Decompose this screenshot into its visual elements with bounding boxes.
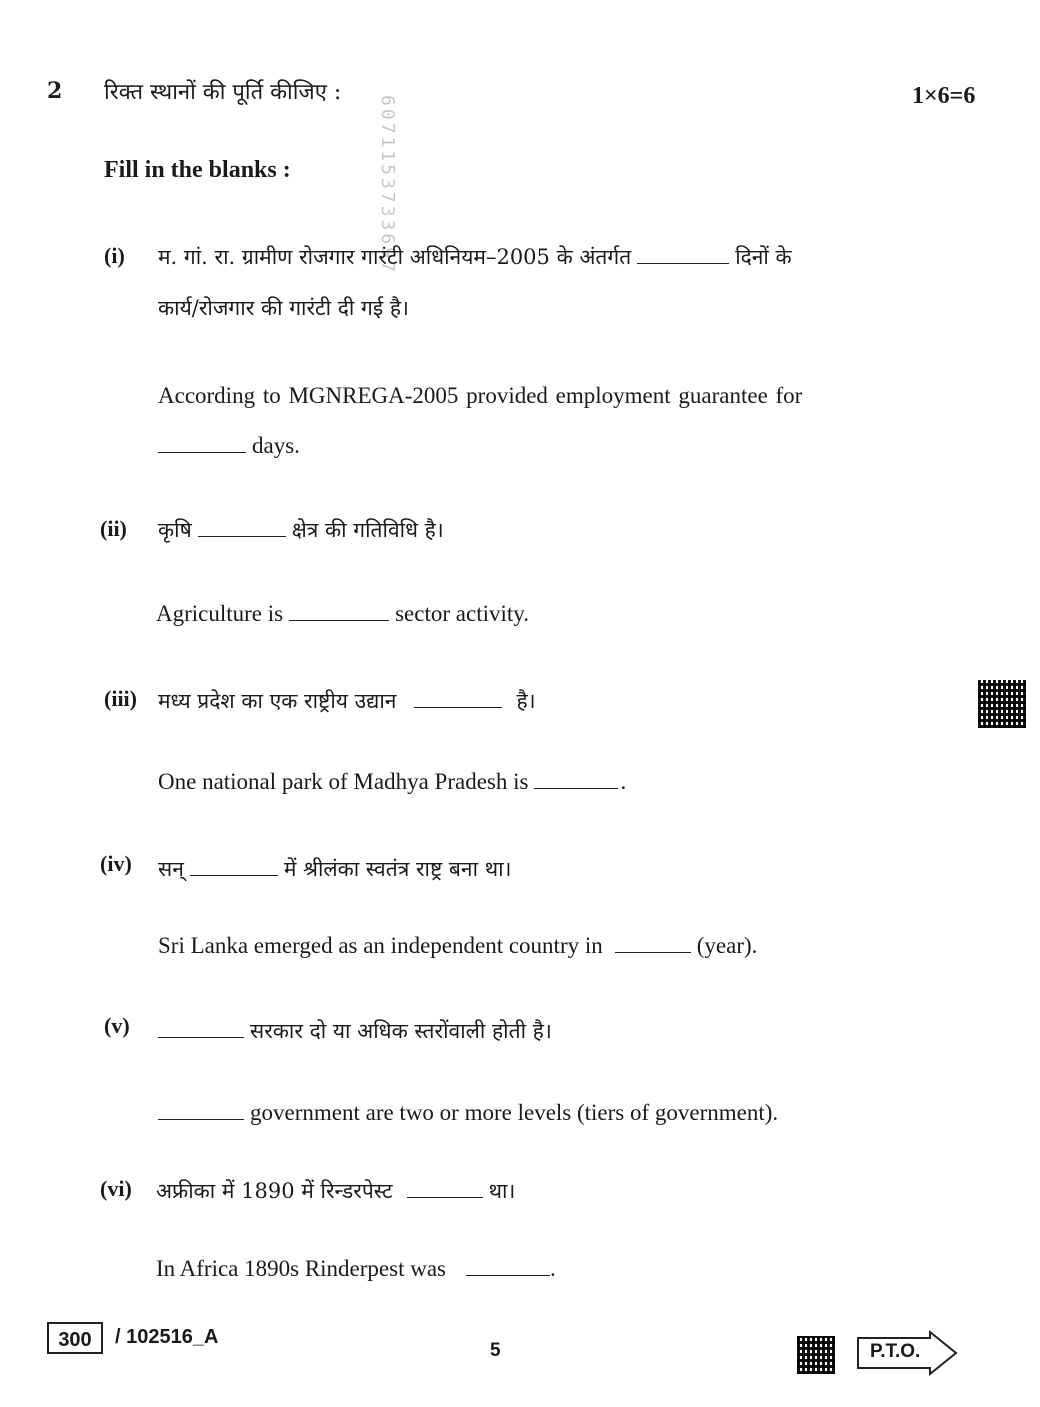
item-hindi-line — [158, 1017, 552, 1045]
english-text: days. — [252, 433, 300, 458]
hindi-text: म. गां. रा. ग्रामीण रोजगार गारंटी अधिनियम–2005 के अंतर्गत — [158, 245, 632, 269]
pto-label: P.T.O. — [870, 1341, 921, 1362]
qr-code-icon — [978, 680, 1026, 728]
item-english-line — [158, 1100, 778, 1126]
english-text: (year). — [696, 933, 758, 958]
english-text: . — [550, 1256, 556, 1281]
item-number: (i) — [104, 243, 125, 268]
english-text: government are two or more levels (tiers of government). — [250, 1100, 779, 1125]
marks: 1×6=6 — [912, 83, 976, 109]
english-text: Sri Lanka emerged as an independent country in — [158, 933, 603, 958]
pto-arrow — [856, 1330, 960, 1376]
item-english-line — [158, 933, 757, 959]
page-number: 5 — [490, 1340, 501, 1361]
watermark: 6071153733697 — [377, 95, 398, 275]
item-number: (iii) — [104, 686, 137, 711]
blank — [158, 1118, 244, 1120]
blank — [466, 1274, 550, 1276]
hindi-text: दिनों के — [735, 245, 792, 269]
english-text: Agriculture is — [156, 601, 284, 626]
blank — [289, 619, 389, 621]
item-hindi-line — [158, 855, 512, 883]
hindi-text: सरकार दो या अधिक स्तरोंवाली होती है। — [250, 1019, 552, 1043]
hindi-text: कार्य/रोजगार की गारंटी दी गई है। — [158, 296, 409, 320]
hindi-text: में श्रीलंका स्वतंत्र राष्ट्र बना था। — [283, 857, 512, 881]
item-hindi-line — [158, 243, 792, 271]
blank — [190, 874, 278, 876]
english-text: sector activity. — [395, 601, 530, 626]
english-text: According to MGNREGA-2005 provided employment guarantee for — [158, 383, 803, 408]
hindi-text: कृषि — [158, 518, 192, 542]
hindi-text: था। — [488, 1179, 516, 1203]
item-english-line — [158, 769, 626, 795]
hindi-text: मध्य प्रदेश का एक राष्ट्रीय उद्यान — [158, 689, 397, 713]
item-hindi-line — [158, 516, 444, 544]
english-text: One national park of Madhya Pradesh is — [158, 769, 529, 794]
item-number: (vi) — [100, 1176, 132, 1201]
hindi-text: सन् — [158, 857, 184, 881]
item-english-line — [156, 601, 529, 627]
item-number: (iv) — [100, 851, 132, 876]
blank — [158, 451, 246, 453]
item-english-line — [158, 433, 300, 459]
english-text: In Africa 1890s Rinderpest was — [156, 1256, 446, 1281]
item-number: (v) — [104, 1013, 130, 1038]
hindi-instruction: रिक्त स्थानों की पूर्ति कीजिए : — [104, 80, 342, 105]
hindi-text: अफ्रीका में 1890 में रिन्डरपेस्ट — [156, 1179, 393, 1203]
blank — [534, 787, 618, 789]
blank — [198, 535, 286, 537]
english-text: . — [620, 769, 627, 794]
blank — [615, 951, 691, 953]
hindi-text: क्षेत्र की गतिविधि है। — [291, 518, 444, 542]
paper-code: / 102516_A — [115, 1326, 219, 1348]
blank — [158, 1036, 244, 1038]
hindi-text: है। — [516, 689, 536, 713]
item-english-line — [156, 1256, 556, 1282]
blank — [414, 706, 502, 708]
blank — [407, 1196, 483, 1198]
item-hindi-line — [158, 687, 536, 715]
item-number: (ii) — [100, 516, 127, 541]
english-instruction: Fill in the blanks : — [104, 157, 291, 183]
code-box: 300 — [47, 1322, 103, 1354]
barcode-icon — [797, 1336, 835, 1374]
question-number: 2 — [47, 78, 63, 104]
blank — [637, 262, 729, 264]
item-hindi-line — [156, 1177, 515, 1205]
